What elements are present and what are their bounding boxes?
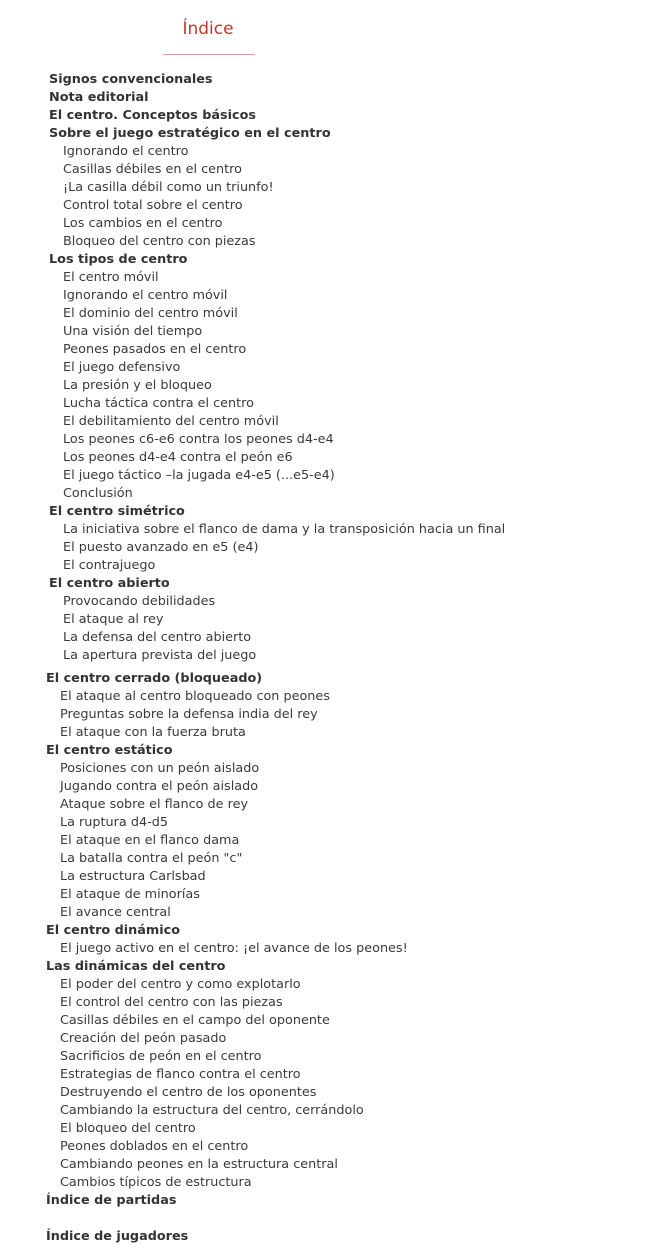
toc-subentry[interactable]: Estrategias de flanco contra el centro xyxy=(60,1067,301,1082)
toc-subentry[interactable]: El debilitamiento del centro móvil xyxy=(63,414,279,429)
toc-subentry[interactable]: La estructura Carlsbad xyxy=(60,869,206,884)
toc-subentry[interactable]: Peones doblados en el centro xyxy=(60,1139,249,1154)
toc-subentry[interactable]: Peones pasados en el centro xyxy=(63,342,247,357)
toc-heading[interactable]: El centro abierto xyxy=(49,576,170,591)
toc-subentry[interactable]: El avance central xyxy=(60,905,171,920)
toc-heading[interactable]: Los tipos de centro xyxy=(49,252,188,267)
toc-subentry[interactable]: Ataque sobre el flanco de rey xyxy=(60,797,249,812)
toc-subentry[interactable]: Una visión del tiempo xyxy=(63,324,203,339)
toc-subentry[interactable]: La defensa del centro abierto xyxy=(63,630,252,645)
toc-subentry[interactable]: Cambiando peones en la estructura central xyxy=(60,1157,338,1172)
toc-subentry[interactable]: Ignorando el centro xyxy=(63,144,189,159)
toc-subentry[interactable]: La batalla contra el peón "c" xyxy=(60,851,243,866)
toc-heading[interactable]: Índice de jugadores xyxy=(46,1229,189,1244)
toc-subentry[interactable]: La iniciativa sobre el flanco de dama y la transposición hacia un final xyxy=(63,522,506,537)
toc-subentry[interactable]: Los peones c6-e6 contra los peones d4-e4 xyxy=(63,432,334,447)
toc-heading[interactable]: El centro. Conceptos básicos xyxy=(49,108,256,123)
toc-subentry[interactable]: Provocando debilidades xyxy=(63,594,216,609)
toc-subentry[interactable]: El centro móvil xyxy=(63,270,159,285)
toc-heading[interactable]: El centro cerrado (bloqueado) xyxy=(46,671,263,686)
toc-subentry[interactable]: Los cambios en el centro xyxy=(63,216,223,231)
toc-subentry[interactable]: Creación del peón pasado xyxy=(60,1031,227,1046)
toc-subentry[interactable]: ¡La casilla débil como un triunfo! xyxy=(63,180,274,195)
toc-subentry[interactable]: La apertura prevista del juego xyxy=(63,648,257,663)
toc-heading[interactable]: Sobre el juego estratégico en el centro xyxy=(49,126,331,141)
toc-subentry[interactable]: El poder del centro y como explotarlo xyxy=(60,977,301,992)
toc-heading[interactable]: Nota editorial xyxy=(49,90,149,105)
toc-subentry[interactable]: La ruptura d4-d5 xyxy=(60,815,168,830)
toc-subentry[interactable]: Preguntas sobre la defensa india del rey xyxy=(60,707,318,722)
toc-subentry[interactable]: El ataque de minorías xyxy=(60,887,200,902)
toc-subentry[interactable]: El dominio del centro móvil xyxy=(63,306,238,321)
toc-subentry[interactable]: La presión y el bloqueo xyxy=(63,378,212,393)
toc-subentry[interactable]: El contrajuego xyxy=(63,558,156,573)
page-title: Índice xyxy=(182,19,234,39)
toc-subentry[interactable]: Posiciones con un peón aislado xyxy=(60,761,260,776)
toc-subentry[interactable]: El juego activo en el centro: ¡el avance de los peones! xyxy=(60,941,408,956)
toc-subentry[interactable]: El ataque al centro bloqueado con peones xyxy=(60,689,330,704)
toc-heading[interactable]: El centro simétrico xyxy=(49,504,185,519)
toc-subentry[interactable]: Casillas débiles en el campo del oponente xyxy=(60,1013,330,1028)
toc-subentry[interactable]: El control del centro con las piezas xyxy=(60,995,283,1010)
toc-subentry[interactable]: Cambiando la estructura del centro, cerrándolo xyxy=(60,1103,364,1118)
toc-subentry[interactable]: El ataque con la fuerza bruta xyxy=(60,725,246,740)
toc-subentry[interactable]: Ignorando el centro móvil xyxy=(63,288,228,303)
toc-subentry[interactable]: Sacrificios de peón en el centro xyxy=(60,1049,262,1064)
toc-subentry[interactable]: Bloqueo del centro con piezas xyxy=(63,234,256,249)
toc-subentry[interactable]: El bloqueo del centro xyxy=(60,1121,196,1136)
toc-subentry[interactable]: Control total sobre el centro xyxy=(63,198,243,213)
toc-subentry[interactable]: Los peones d4-e4 contra el peón e6 xyxy=(63,450,293,465)
toc-subentry[interactable]: El juego defensivo xyxy=(63,360,181,375)
toc-subentry[interactable]: El juego táctico –la jugada e4-e5 (...e5-e4) xyxy=(63,468,335,483)
toc-subentry[interactable]: Conclusión xyxy=(63,486,133,501)
toc-heading[interactable]: Las dinámicas del centro xyxy=(46,959,226,974)
toc-subentry[interactable]: Destruyendo el centro de los oponentes xyxy=(60,1085,317,1100)
toc-subentry[interactable]: Jugando contra el peón aislado xyxy=(60,779,259,794)
toc-subentry[interactable]: El ataque en el flanco dama xyxy=(60,833,240,848)
toc-subentry[interactable]: El puesto avanzado en e5 (e4) xyxy=(63,540,259,555)
toc-heading[interactable]: El centro estático xyxy=(46,743,173,758)
toc-heading[interactable]: Signos convencionales xyxy=(49,72,213,87)
toc-subentry[interactable]: Cambios típicos de estructura xyxy=(60,1175,252,1190)
toc-subentry[interactable]: Casillas débiles en el centro xyxy=(63,162,242,177)
title-divider xyxy=(163,54,255,55)
toc-heading[interactable]: El centro dinámico xyxy=(46,923,181,938)
toc-subentry[interactable]: El ataque al rey xyxy=(63,612,164,627)
toc-heading[interactable]: Índice de partidas xyxy=(46,1193,177,1208)
toc-subentry[interactable]: Lucha táctica contra el centro xyxy=(63,396,254,411)
